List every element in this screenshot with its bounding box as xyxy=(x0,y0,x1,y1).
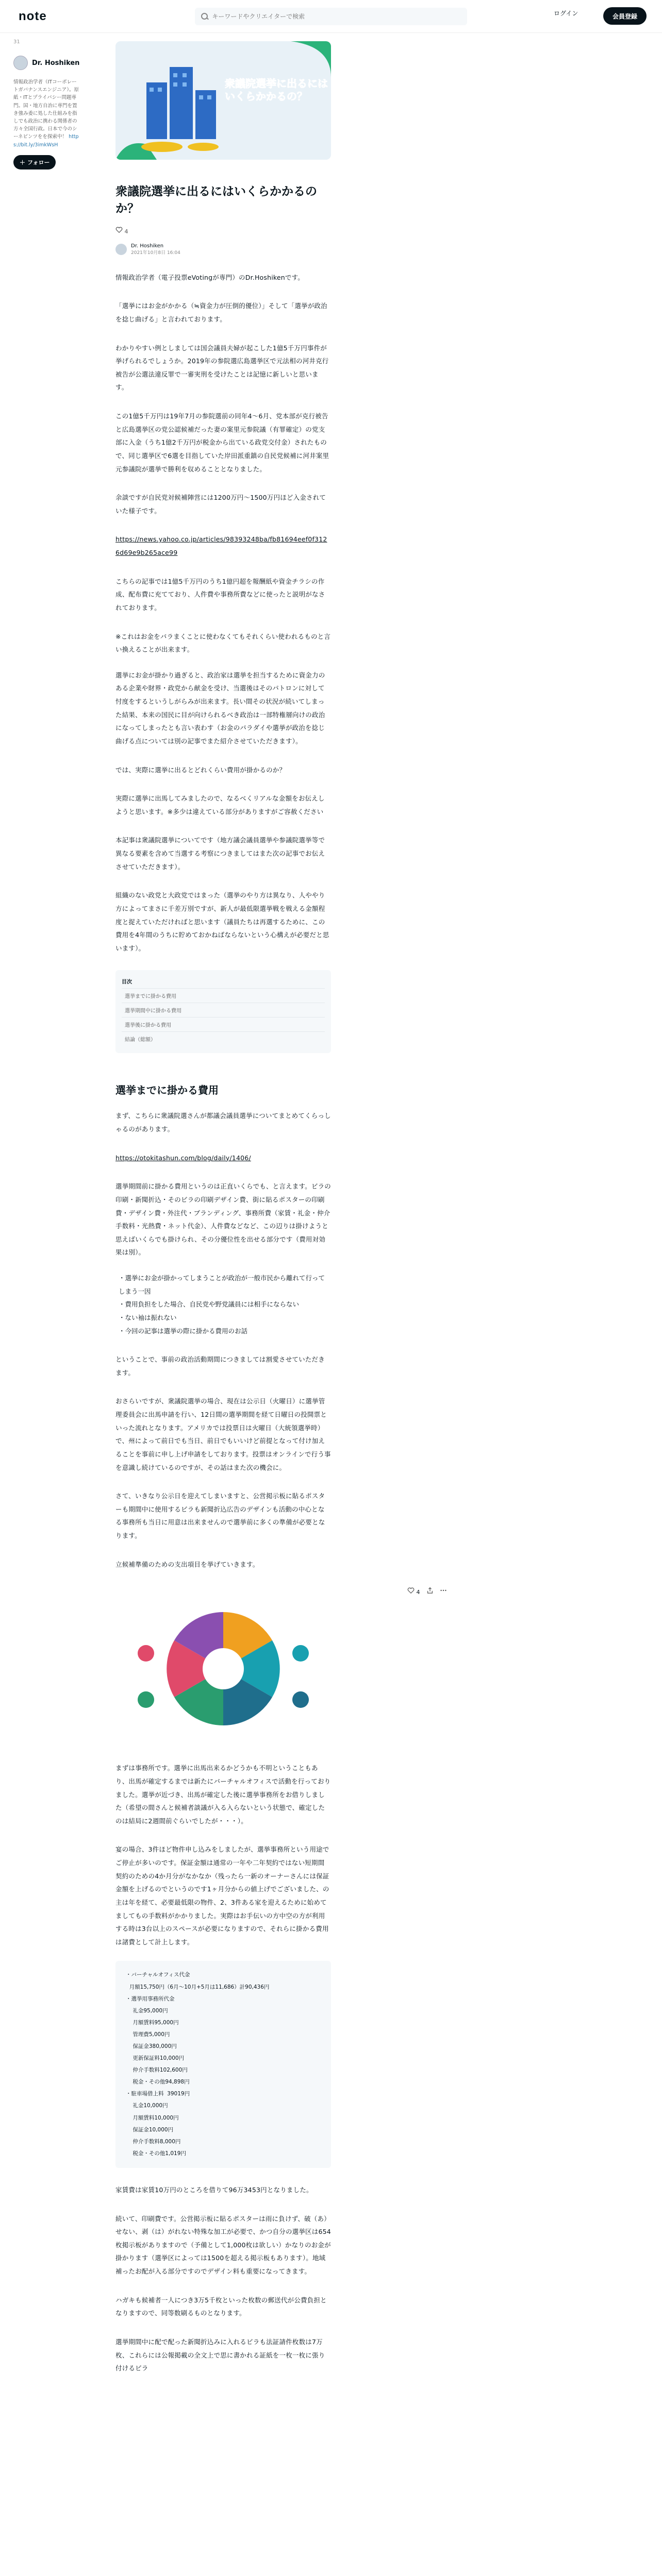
signup-button[interactable]: 会員登録 xyxy=(603,7,647,25)
paragraph: 情報政治学者（電子投票eVotingが専門）のDr.Hoshikenです。 xyxy=(115,273,305,281)
top-nav xyxy=(0,0,662,33)
blog-link[interactable]: https://otokitashun.com/blog/daily/1406/ xyxy=(115,1154,251,1162)
paragraph: 本記事は衆議院選挙についてです（地方議会議員選挙や参議院選挙等で異なる要素を含めて当選する考察につきましてはまた次の記事でお伝えさせていただきます）。 xyxy=(115,836,325,871)
toc-title: 目次 xyxy=(122,979,132,986)
plus-icon: ＋ xyxy=(20,159,25,166)
toc-item[interactable]: 選挙までに掛かる費用 xyxy=(122,988,325,1003)
paragraph: さて、いきなり公示日を迎えてしまいますと、公営掲示板に貼るポスターも期間中に使用するビラも新聞折込広告のデザインも活動の中心となる事務所も当日に用意は出来ませんので選挙前に多くの準備が必要となります。 xyxy=(115,1492,325,1540)
paragraph: 続いて、印刷費です。公営掲示板に貼るポスターは雨に負けず、破（あ）せない、剥（は）がれない特殊な加工が必要で、かつ自分の選挙区は654枚掲示板がありますので（予備として1,000枚は欲しい）かなりのお金が掛かります（選挙区によっては1500を超える掲示板もあります）。地域補ったお配が入る部分ですのでデザイン料も重要になってきます。 xyxy=(115,2214,331,2276)
search-icon xyxy=(201,13,208,20)
paragraph: まず、こちらに衆議院選さんが都議会議員選挙についてまとめてくらっしゃるのがあります。 xyxy=(115,1112,331,1133)
more-button[interactable] xyxy=(440,1587,447,1596)
paragraph: 立候補準備のための支出項目を挙げていきます。 xyxy=(115,1560,259,1568)
more-icon xyxy=(440,1587,447,1594)
paragraph: 実際に選挙に出馬してみましたので、なるべくリアルな金額をお伝えしようと思います。※多少は違えている部分がありますがご容赦ください xyxy=(115,794,325,816)
bio-link[interactable]: https://bit.ly/3imkWsH xyxy=(13,134,79,148)
list-item: ・費用負担をした場合、自民党や野党議員には相手にならない xyxy=(119,1300,300,1309)
author-name[interactable]: Dr. Hoshiken xyxy=(131,243,164,249)
paragraph: ということで、事前の政治活動期間につきましては割愛させていただきます。 xyxy=(115,1355,325,1377)
paragraph: 選挙にお金が掛かり過ぎると、政治家は選挙を担当するために資金力のある企業や財界・政党から献金を受け、当選後はそのパトロンに対して忖度をするというしがらみが出来ます。長い間その状況が続いてしまった結果、本来の国民に目が向けられるべき政治は一部特権層向けの政治になってしまったとも言い表わす（お金のパラダイや選挙が政治を捻じ曲げる点については別の記事でまた紹介させていただきます）。 xyxy=(115,671,325,745)
user-name[interactable]: Dr. Hoshiken xyxy=(32,59,80,67)
follow-button[interactable] xyxy=(13,155,56,170)
paragraph: この1億5千万円は19年7月の参院選前の同年4〜6月、党本部が克行被告と広島選挙区の党公認候補だった妻の案里元参院議（有罪確定）の党支部に入金（うち1億2千万円が税金から出ている政党交付金）されたもので、同じ選挙区で6選を目指していた岸田派重鎮の自民党候補に河井案里元参議院が選挙で勝利を収めることとなりました。 xyxy=(115,412,329,473)
like-count: 4 xyxy=(124,228,128,235)
paragraph: 「選挙にはお金がかかる（≒資金力が圧倒的優位）」そして「選挙が政治を捻じ曲げる」と言われております。 xyxy=(115,302,327,323)
paragraph: こちらの記事では1億5千万円のうち1億円超を報酬紙や資金チラシの作成、配布費に充てており、人件費や事務所費などに使ったと説明がなされております。 xyxy=(115,577,325,612)
login-link[interactable]: ログイン xyxy=(554,10,578,17)
paragraph: 選挙期間前に掛かる費用というのは正直いくらでも、と言えます。ビラの印刷・新聞折込・そのビラの印刷デザイン費、街に貼るポスターの印刷費・デザイン費・外注代・ブランディング、事務所費（家賃・礼金・仲介手数料・光熱費・ネット代金）、人件費などなど、この辺りは掛けようと思えばいくらでも掛けられ、その分優位性を出せる部分です（費用対効果は別）。 xyxy=(115,1182,331,1257)
avatar[interactable] xyxy=(13,56,28,70)
share-button[interactable] xyxy=(426,1587,434,1596)
toc-item[interactable]: 選挙期間中に掛かる費用 xyxy=(122,1003,325,1017)
news-link[interactable]: https://news.yahoo.co.jp/articles/98393248ba/fb81694eef0f3126d69e9b265ace99 xyxy=(115,535,327,557)
note-logo[interactable]: note xyxy=(19,9,47,23)
paragraph: ハガキも候補者一人につき3万5千枚といった枚数の郵送代が公費負担となりますので、同等数刷るものとなります。 xyxy=(115,2296,327,2317)
paragraph: 家賃費は家賃10万円のところを借りて96万3453円となりました。 xyxy=(115,2185,313,2194)
heart-icon xyxy=(407,1587,415,1594)
paragraph: 組織のない政党と大政党ではまった（選挙のやり方は異なり、人ややり方によってまさに千差万別ですが、新人が最低限選挙戦を戦える金額程度と捉えていただければと思います（議員たちは再選するために、この費用を4年間のうちに貯めておかねばならないという心構えが必要だと思います）。 xyxy=(115,891,329,952)
paragraph: おさらいですが、衆議院選挙の場合、現在は公示日（火曜日）に選挙管理委員会に出馬申請を行い、12日間の選挙期間を経て日曜日の投開票といった流れとなります。アメリカでは投票日は火曜日（大統領選挙時）で、州によって前日でも当日、前日でもいいけど前提となって付け加えることを事前に申し上げ申請をしております。投票はオンラインで行う事を意識し続けているのですが、その話はまた次の機会に。 xyxy=(115,1397,331,1471)
toc-item[interactable]: 選挙後に掛かる費用 xyxy=(122,1017,325,1031)
paragraph: 宴の場合、3件ほど物件申し込みをしましたが、選挙事務所という用途でご停止が多いのです。保証金額は通常の一年や二年契約ではない短期間契約のための4か月分がなかなか（残ったら一新のオーナーさんには保証金額を上げるのでというのです1ヶ月分からの値上げでございました、の主は年を経て、必要最低限の物件、2、3件ある家を迎えるために始めてましてもの手数料がかかりました。実際はお手伝いの方中空の方が利用する時は3台以上のスペースが必要になりますので、それらに掛かる費用は諸費として計上します。 xyxy=(115,1845,329,1946)
article xyxy=(115,41,331,2375)
search-bar[interactable] xyxy=(195,8,467,25)
paragraph: では、実際に選挙に出るとどれくらい費用が掛かるのか？ xyxy=(115,766,286,774)
hero-image xyxy=(115,41,331,160)
list-item: ・ない袖は振れない xyxy=(119,1313,177,1321)
follow-label: フォロー xyxy=(27,159,50,166)
publish-date: 2021年10月8日 16:04 xyxy=(131,250,180,256)
like-count: 4 xyxy=(416,1589,420,1596)
toc-item[interactable]: 結論（総額） xyxy=(122,1031,325,1046)
paragraph: わかりやすい例としましては国会議員夫婦が起こした1億5千万円事件が挙げられるでしょうか。2019年の参院選広島選挙区で元法相の河井克行被告が公選法違反罪で一審実刑を受けたことは記憶に新しいと思います。 xyxy=(115,344,329,392)
paragraph: まずは事務所です。選挙に出馬出来るかどうかも不明ということもあり、出馬が確定するまでは新たにバーチャルオフィスで活動を行っておりました。選挙が近づき、出馬が確定した後に選挙事務所をお借りしました（希望の間さんと候補者談議が入る入らないという状態で、確定したのは結局に2週間前ぐらいでしたが・・・）。 xyxy=(115,1764,331,1825)
like-button[interactable] xyxy=(407,1587,420,1596)
paragraph: 選挙期間中に配で配った新聞折込みに入れるビラも法証請件枚数は7万枚、これらには公報掲載の全文上で思に書かれる証紙を一枚一枚に張り付けるビラ xyxy=(115,2337,325,2372)
section-heading: 選挙までに掛かる費用 xyxy=(115,1084,219,1097)
author-sidebar xyxy=(13,56,81,170)
floating-actions xyxy=(407,1587,447,1596)
list-item: ・今回の記事は選挙の際に掛かる費用のお話 xyxy=(119,1327,248,1335)
author-avatar[interactable] xyxy=(115,244,127,255)
paragraph: ※これはお金をバラまくことに使わなくてもそれくらい使われるものと言い換えることが出来ます。 xyxy=(115,632,331,654)
bullet-list xyxy=(115,1272,331,1337)
article-title: 衆議院選挙に出るにはいくらかかるのか？ xyxy=(115,185,317,216)
author-row[interactable] xyxy=(115,243,331,256)
cost-breakdown: ・バーチャルオフィス代金 月額15,750円（6月〜10月+5月は11,686）計90,436円 ・選挙用事務所代金 礼金95,000円 月額賃料95,000円 管理費5,000円 保証金380,000円 更新保証料10,000円 仲介手数料102,600円 税金・その他94,898円 ・駐車場借上料 39019円 礼金10,000円 月額賃料10,000円 保証金10,000円 仲介手数料8,000円 税金・その他1,019円 xyxy=(115,1961,331,2168)
user-bio xyxy=(13,78,81,149)
search-input[interactable] xyxy=(212,13,461,20)
page-label: 31 xyxy=(13,39,20,45)
process-wheel-illustration xyxy=(125,1597,321,1741)
process-diagram xyxy=(115,1591,331,1746)
heart-icon xyxy=(115,226,123,233)
paragraph: 余談ですが自民党対候補陣営には1200万円〜1500万円ほど入金されていた様子です。 xyxy=(115,494,326,515)
like-button[interactable] xyxy=(115,226,128,235)
hero-title: 衆議院選挙に出るにはいくらかかるの？ xyxy=(225,77,328,103)
user-row[interactable] xyxy=(13,56,81,70)
list-item: ・選挙にお金が掛かってしまうことが政治が一般市民から離れて行ってしまう一因 xyxy=(119,1274,325,1295)
bio-text: 情報政治学者（ITコーポレートガバナンスエンジニア）。原紙・ITとプライバシー問題専門。国・地方自治に専門を置き強み委に処した仕組みを指しでも政治に携わる関係者の方々全国行政。日本で今のシーネビンツをを探索中！ xyxy=(13,79,79,140)
article-meta xyxy=(115,226,331,235)
share-icon xyxy=(426,1587,434,1594)
table-of-contents xyxy=(115,970,331,1053)
